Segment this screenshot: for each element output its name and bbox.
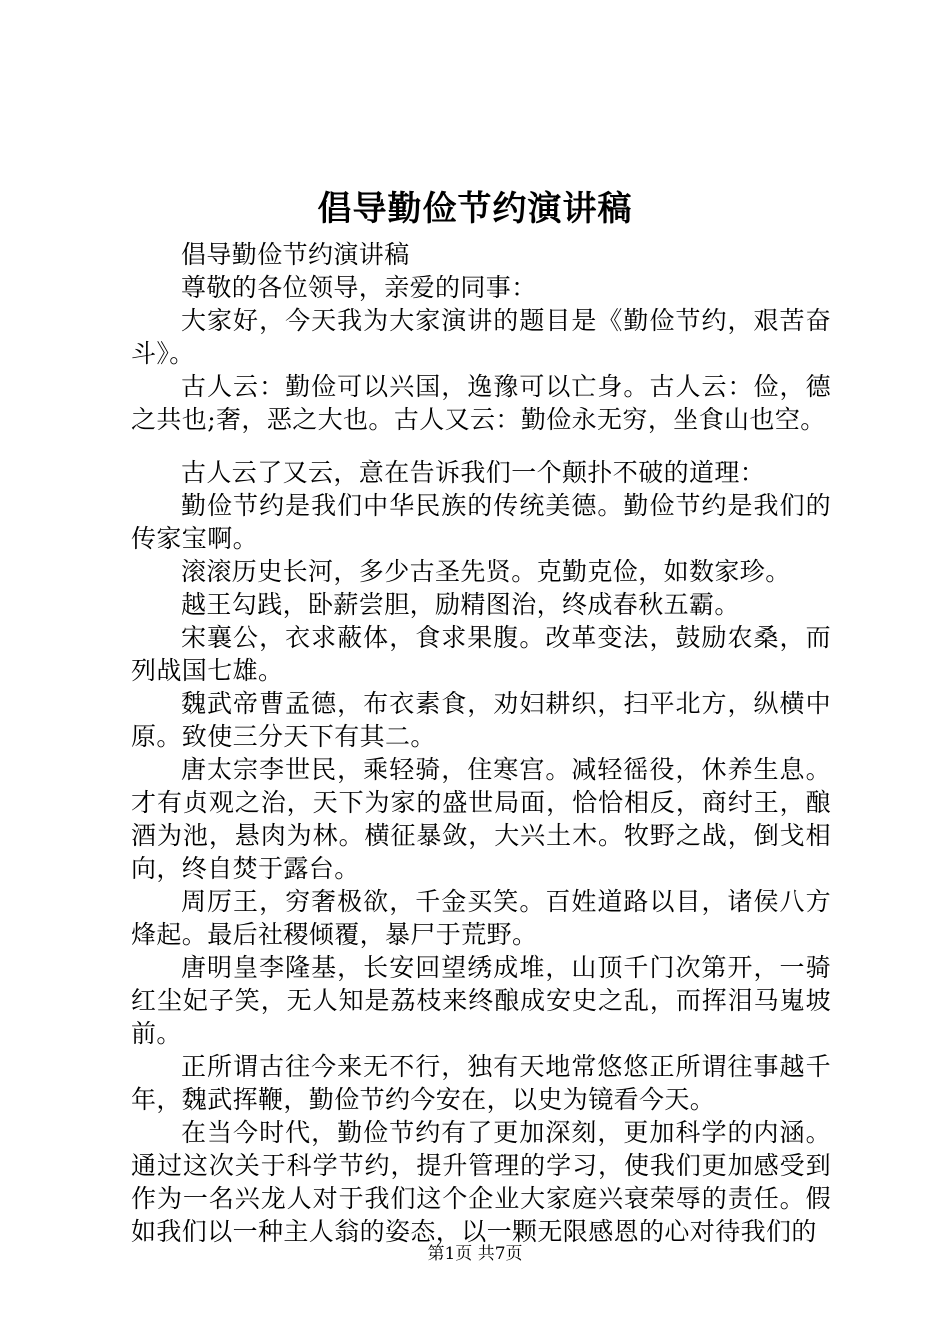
paragraph-song-xiang: 宋襄公，衣求蔽体，食求果腹。改革变法，鼓励农桑，而列战国七雄。 [131, 623, 831, 685]
paragraph-principle: 古人云了又云，意在告诉我们一个颠扑不破的道理： [181, 458, 766, 487]
paragraph-gap [131, 436, 831, 456]
document-title: 倡导勤俭节约演讲稿 [317, 189, 633, 229]
paragraph-zhou-li: 周厉王，穷奢极欲，千金买笑。百姓道路以目，诸侯八方烽起。最后社稷倾覆，暴尸于荒野。 [131, 887, 831, 949]
paragraph-intro: 大家好，今天我为大家演讲的题目是《勤俭节约，艰苦奋斗》。 [131, 306, 831, 368]
paragraph-history: 滚滚历史长河，多少古圣先贤。克勤克俭，如数家珍。 [181, 557, 791, 586]
paragraph-tradition: 勤俭节约是我们中华民族的传统美德。勤俭节约是我们的传家宝啊。 [131, 491, 831, 553]
paragraph-tang-taizong: 唐太宗李世民，乘轻骑，住寒宫。减轻徭役，休养生息。才有贞观之治，天下为家的盛世局面，恰恰相反，商纣王，酿酒为池，悬肉为林。横征暴敛，大兴土木。牧野之战，倒戈相向，终自焚于露台。 [131, 755, 831, 883]
paragraph-past-present: 正所谓古往今来无不行，独有天地常悠悠正所谓往事越千年，魏武挥鞭，勤俭节约今安在，以史为镜看今天。 [131, 1052, 831, 1114]
page-number-footer: 第1页 共7页 [427, 1244, 523, 1264]
paragraph-cao-cao: 魏武帝曹孟德，布衣素食，劝妇耕织，扫平北方，纵横中原。致使三分天下有其二。 [131, 689, 831, 751]
paragraph-heading: 倡导勤俭节约演讲稿 [181, 240, 410, 269]
paragraph-goujian: 越王勾践，卧薪尝胆，励精图治，终成春秋五霸。 [181, 590, 740, 619]
document-body [131, 238, 831, 1248]
paragraph-salutation: 尊敬的各位领导，亲爱的同事： [181, 273, 537, 302]
paragraph-modern: 在当今时代，勤俭节约有了更加深刻，更加科学的内涵。通过这次关于科学节约，提升管理的学习，使我们更加感受到作为一名兴龙人对于我们这个企业大家庭兴衰荣辱的责任。假如我们以一种主人翁的姿态，以一颗无限感恩的心对待我们的 [131, 1118, 831, 1246]
paragraph-tang-xuanzong: 唐明皇李隆基，长安回望绣成堆，山顶千门次第开，一骑红尘妃子笑，无人知是荔枝来终酿成安史之乱，而挥泪马嵬坡前。 [131, 953, 831, 1048]
paragraph-ancient-sayings: 古人云：勤俭可以兴国，逸豫可以亡身。古人云：俭，德之共也;奢，恶之大也。古人又云：勤俭永无穷，坐食山也空。 [131, 372, 831, 434]
